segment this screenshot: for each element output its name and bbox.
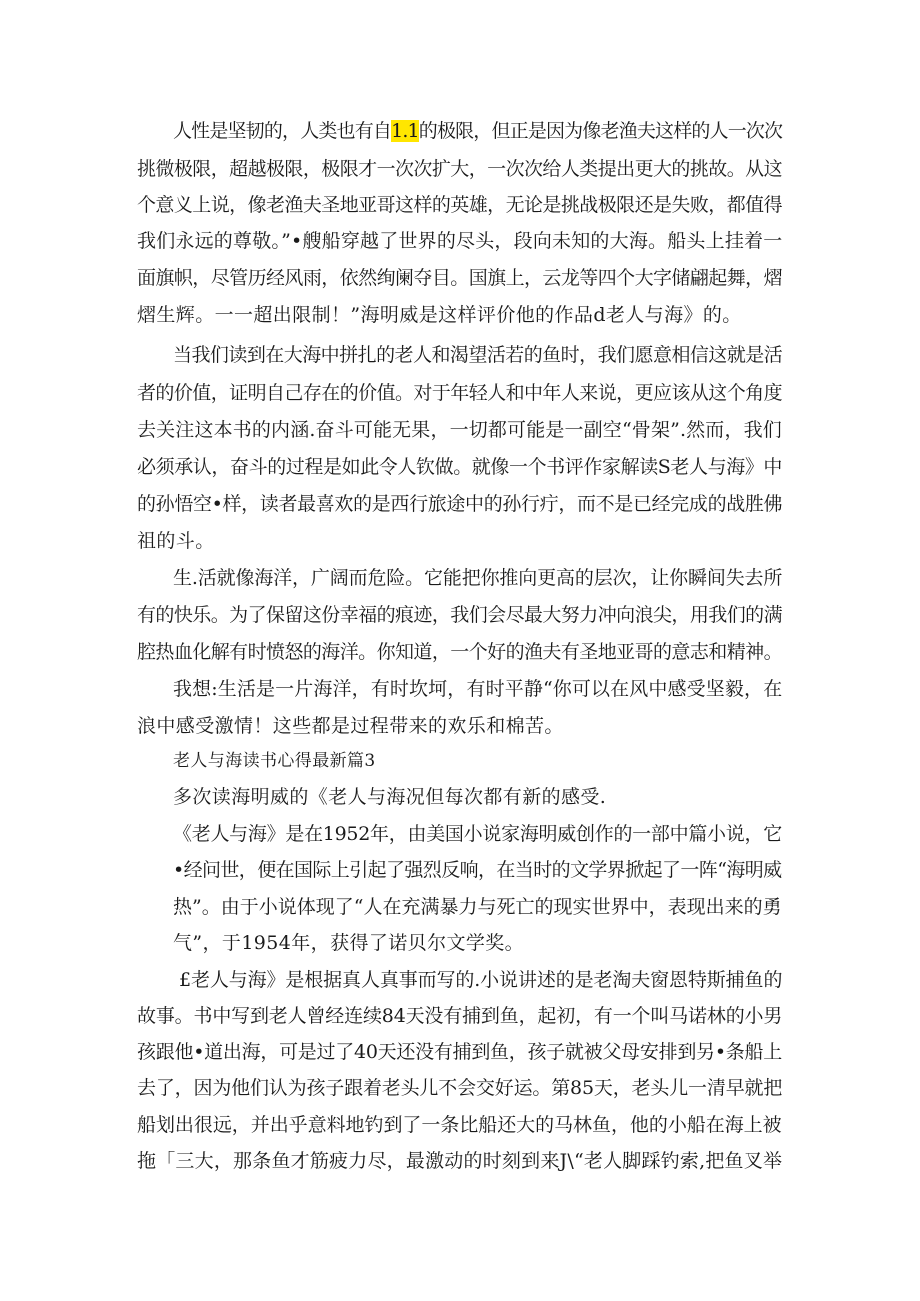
text-line: 有的快乐。为了保留这份幸福的痕迹，我们会尽最大努力冲向浪尖，用我们的满 <box>137 604 783 626</box>
text-line: 去关注这本书的内涵.奋斗可能无果，一切都可能是一副空“骨架”.然而，我们 <box>137 419 782 441</box>
text-line: 当我们读到在大海中拼扎的老人和渴望活若的鱼时，我们愿意相信这就是活 <box>173 344 783 366</box>
text-line: 拖「三大，那条鱼才筋疲力尽，最激动的时刻到来J\“老人脚踩钓索,把鱼叉举 <box>137 1150 783 1172</box>
text-line: 必须承认，奋斗的过程是如此令人钦做。就像一个书评作家解读S老人与海》中 <box>137 456 783 478</box>
text-line: 孩跟他•道出海，可是过了40天还没有捕到鱼，孩子就被父母安排到另•条船上 <box>137 1041 782 1063</box>
text-line: 挑微极限，超越极限，极限才一次次扩大，一次次给人类提出更大的挑故。从这 <box>137 158 783 180</box>
highlighted-mark: 1.1 <box>391 120 419 142</box>
text-line: 的孙悟空•样，读者最喜欢的是西行旅途中的孙行疔，而不是已经完成的战胜佛 <box>137 493 783 515</box>
text-line: 热”。由于小说体现了“人在充满暴力与死亡的现实世界中，表现出来的勇 <box>173 896 782 918</box>
text-line: 去了，因为他们认为孩子跟着老头儿不会交好运。第85天，老头儿一清早就把 <box>137 1077 783 1099</box>
text-run: 人性是坚韧的，人类也有自 <box>173 120 392 142</box>
text-line: 浪中感受激情！这些都是过程带来的欢乐和棉苦。 <box>137 715 564 737</box>
text-line: 熠生辉。一一超出限制！”海明威是这样评价他的作品d老人与海》的。 <box>137 304 742 326</box>
text-line: 我们永远的尊敬。”•艘船穿越了世界的尽头，段向未知的大海。船头上挂着一 <box>137 230 783 252</box>
text-line: 者的价值，证明自己存在的价值。对于年轻人和中年人来说，更应该从这个角度 <box>137 382 783 404</box>
text-line: 祖的斗。 <box>137 530 215 552</box>
text-line: 多次读海明威的《老人与海况但每次都有新的感受. <box>173 786 607 808</box>
text-line: •经问世，便在国际上引起了强烈反响，在当时的文学界掀起了一阵“海明威 <box>173 859 782 881</box>
text-line: 腔热血化解有时愤怒的海洋。你知道，一个好的渔夫有圣地亚哥的意志和精神。 <box>137 641 783 663</box>
text-line: 《老人与海》是在1952年，由美国小说家海明威创作的一部中篇小说，它 <box>173 823 782 845</box>
text-line: 个意义上说，像老渔夫圣地亚哥这样的英雄，无论是挑战极限还是失败，都值得 <box>137 194 783 216</box>
text-line: 气”，于1954年，获得了诺贝尔文学奖。 <box>173 932 525 954</box>
text-run: 的极限，但正是因为像老渔夫这样的人一次次 <box>418 120 783 142</box>
text-line: 生.活就像海洋，广阔而危险。它能把你推向更高的层次，让你瞬间失去所 <box>173 567 783 589</box>
section-heading: 老人与海读书心得最新篇3 <box>173 751 376 771</box>
text-line: £老人与海》是根据真人真事而写的.小说讲述的是老淘夫窗恩特斯捕鱼的 <box>179 969 783 991</box>
text-line: 面旗帜，尽管历经风雨，依然绚阑夺目。国旗上，云龙等四个大字储翩起舞，熠 <box>137 267 783 289</box>
text-line: 故事。书中写到老人曾经连续84天没有捕到鱼，起初，有一个叫马诺林的小男 <box>137 1005 783 1027</box>
text-line: 船划出很远，并出乎意料地钓到了一条比船还大的马林鱼，他的小船在海上被 <box>137 1114 782 1136</box>
text-line <box>173 119 782 143</box>
text-line: 我想:生活是一片海洋，有时坎坷，有时平静“你可以在风中感受坚毅，在 <box>173 678 783 700</box>
